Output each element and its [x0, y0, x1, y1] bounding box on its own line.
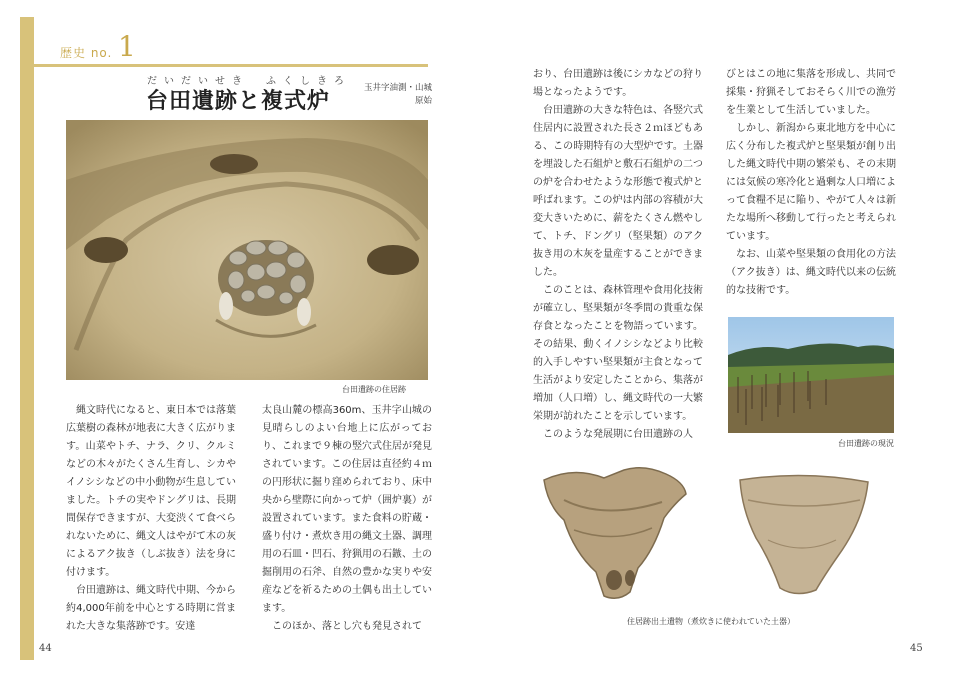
page-number-left: 44: [39, 643, 52, 654]
caption-pottery: 住居跡出土遺物（煮炊きに使われていた土器）: [627, 617, 795, 626]
paragraph: このほか、落とし穴も発見されて: [272, 621, 422, 632]
text-column-2: [262, 402, 432, 636]
pottery-photo: [534, 460, 894, 610]
dwelling-photo: [66, 120, 428, 380]
author-line-1: 玉井字油測・山城: [363, 83, 432, 93]
paragraph: このことは、森林管理や食用化技術が確立し、堅果類が冬季間の貴重な保存食となったことを物語っています。その結果、動くイノシシなどより比較的入手しやすい堅果類が主食となって生活がより安定したことから、集落が増加（人口増）し、縄文時代の一大繁栄期が訪れたことを示しています。: [533, 285, 703, 422]
author-line-2: 原始: [414, 96, 432, 106]
text-column-4: [726, 66, 896, 300]
section-number: 1: [118, 30, 136, 63]
caption-dwelling: 台田遺跡の住居跡: [342, 385, 406, 394]
text-column-3: [533, 66, 703, 444]
site-photo: [728, 317, 894, 433]
sidebar-accent-bar: [20, 17, 34, 660]
page-title: 台田遺跡と複式炉: [146, 88, 331, 114]
caption-site-now: 台田遺跡の現況: [838, 439, 894, 448]
header-rule: [34, 64, 428, 67]
paragraph: びとはこの地に集落を形成し、共同で採集・狩猟そしておそらく川での漁労を生業として生活していました。: [726, 69, 896, 116]
paragraph: しかし、新潟から東北地方を中心に広く分布した複式炉と堅果類が創り出した縄文時代中期の繁栄も、その末期には気候の寒冷化と過剰な人口増によって食糧不足に陥り、やがて人々は新たな場所へ移動して行ったと考えられています。: [726, 123, 896, 242]
author-credit: [362, 82, 432, 108]
paragraph: おり、台田遺跡は後にシカなどの狩り場となったようです。: [533, 69, 703, 98]
paragraph: 台田遺跡の大きな特色は、各竪穴式住居内に設置された長さ２ｍほどもある、この時期特有の大型炉です。土器を埋設した石組炉と敷石石組炉の二つの炉を合わせたような形態で複式炉と呼ばれます。この炉は内部の容積が大変大きいために、薪をたくさん燃やして、トチ、ドングリ（堅果類）のアク抜き用の木灰を量産することができました。: [533, 105, 703, 278]
paragraph: 台田遺跡は、縄文時代中期、今から約4,000年前を中心とする時期に営まれた大きな集落跡です。安達: [66, 585, 236, 632]
section-label: 歴史 no.: [60, 46, 113, 60]
paragraph: 縄文時代になると、東日本では落葉広葉樹の森林が地表に大きく広がります。山菜やトチ、ナラ、クリ、クルミなどの木々がたくさん生育し、シカやイノシシなどの中小動物が生息していました。トチの実やドングリは、長期間保存できますが、大変渋くて食べられないために、縄文人はやがて木の灰によるアク抜き（しぶ抜き）法を身に付けます。: [66, 405, 236, 578]
paragraph: このような発展期に台田遺跡の人: [543, 429, 693, 440]
paragraph: 太良山麓の標高360m、玉井字山城の見晴らしのよい台地上に広がっており、これまで９棟の竪穴式住居が発見されています。この住居は直径約４ｍの円形状に掘り窪められており、床中央から壁際に向かって炉（囲炉裏）が設置されています。また食料の貯蔵・盛り付け・煮炊き用の縄文土器、調理用の石皿・凹石、狩猟用の石鏃、土の掘削用の石斧、自然の豊かな実りや安産などを祈るための土偶も出土しています。: [262, 405, 432, 614]
page-number-right: 45: [910, 643, 923, 654]
title-ruby: だいだいせき ふくしきろ: [147, 76, 351, 87]
paragraph: なお、山菜や堅果類の食用化の方法（アク抜き）は、縄文時代以来の伝統的な技術です。: [726, 249, 896, 296]
text-column-1: [66, 402, 236, 636]
